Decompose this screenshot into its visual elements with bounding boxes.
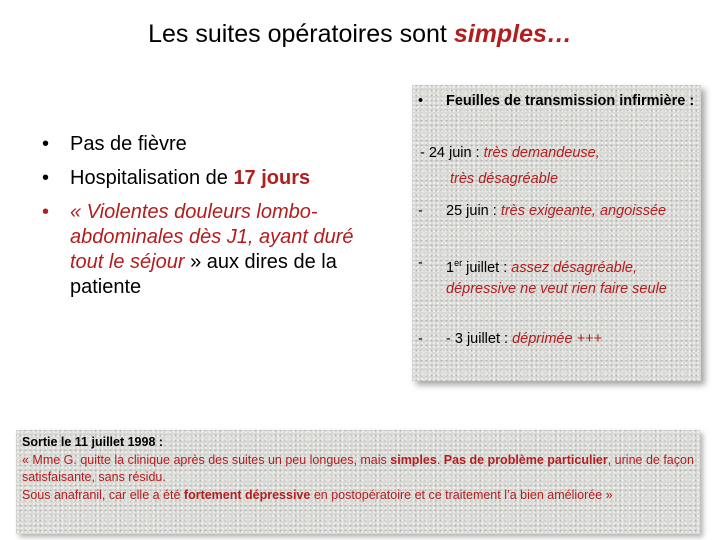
note-date: - 3 juillet : [446, 331, 513, 347]
hospitalisation-duration: 17 jours [233, 167, 311, 189]
symptom-list [38, 132, 388, 309]
bullet: • [418, 93, 424, 109]
quote-depressive: fortement dépressive [183, 487, 311, 502]
nursing-notes-title: Feuilles de transmission infirmière : [446, 93, 695, 109]
quote-part: . [436, 452, 444, 467]
discharge-summary-box [16, 430, 700, 534]
list-item-pain [38, 200, 388, 300]
ordinal-suffix: er [454, 258, 463, 268]
nursing-notes-box [412, 85, 701, 381]
quote-simples: simples [390, 452, 437, 467]
note-text: assez désagréable, dépressive ne veut rien faire seule [446, 259, 667, 297]
bullet: • [42, 133, 50, 155]
note-date: 1 [446, 259, 455, 276]
bullet: • [42, 201, 50, 223]
list-item-hospitalisation [38, 166, 388, 191]
dash: - [418, 203, 423, 219]
note-date: 25 juin : [446, 203, 501, 219]
pain-quote: « Violentes douleurs lombo-abdominales dès J1, ayant duré tout le séjour [70, 201, 354, 273]
fever-text: Pas de fièvre [70, 133, 187, 155]
note-text: très demandeuse, [483, 145, 600, 161]
bullet: • [42, 167, 50, 189]
title-emphasis: simples… [453, 20, 572, 48]
quote-part: Sous anafranil, car elle a été [22, 487, 184, 502]
hospitalisation-text: Hospitalisation de [70, 167, 234, 189]
quote-part: « Mme G. quitte la clinique après des suites un peu longues, mais [22, 452, 391, 467]
note-text: très désagréable [450, 171, 559, 187]
quote-part: en postopératoire et ce traitement l’a bien améliorée » [310, 487, 613, 502]
title-main: Les suites opératoires sont [148, 20, 454, 48]
discharge-heading: Sortie le 11 juillet 1998 : [22, 435, 164, 449]
dash: - [418, 331, 423, 347]
note-text: très exigeante, angoissée [500, 203, 667, 219]
list-item-fever [38, 132, 388, 157]
note-text: déprimée +++ [512, 331, 602, 347]
pain-source: » aux dires de la patiente [70, 251, 337, 298]
quote-part: , urine de façon satisfaisante, sans résidu. [22, 452, 694, 484]
note-date-rest: juillet : [462, 259, 512, 276]
discharge-summary-text [22, 434, 694, 504]
dash: - [418, 255, 423, 271]
discharge-quote [22, 452, 694, 505]
quote-no-problem: Pas de problème particulier [443, 452, 608, 467]
note-date: - 24 juin : [420, 145, 484, 161]
slide-title [0, 20, 720, 49]
